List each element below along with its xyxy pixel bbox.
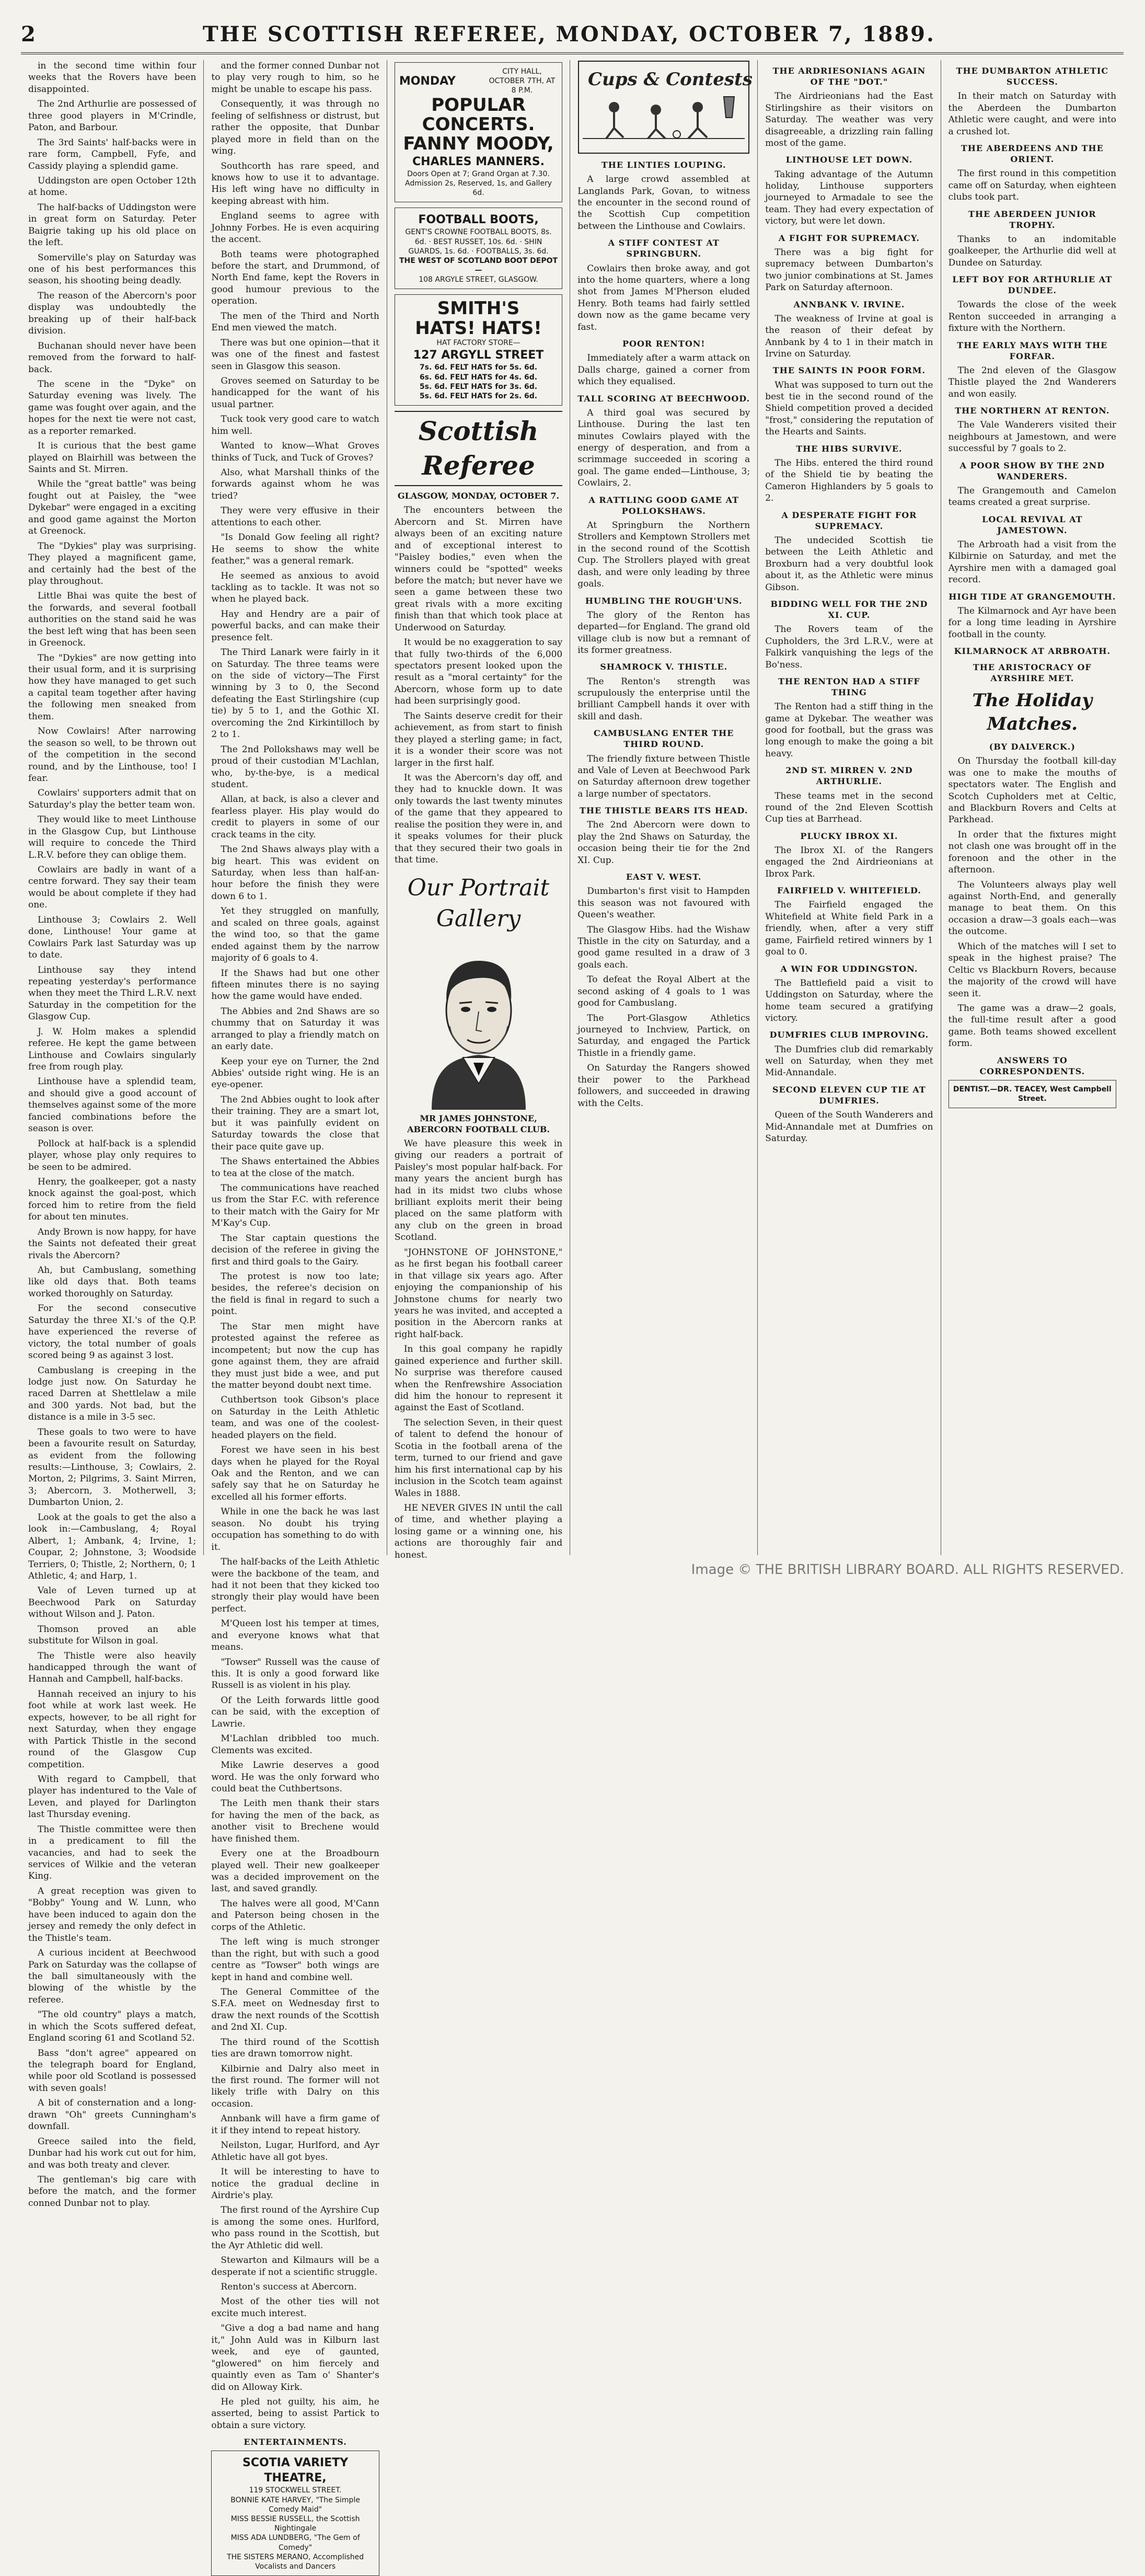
hats-title: SMITH'S: [437, 298, 520, 319]
section-heading: HIGH TIDE AT GRANGEMOUTH.: [949, 591, 1116, 602]
section-heading: POOR RENTON!: [622, 339, 705, 349]
article-paragraph: "Is Donald Gow feeling all right? He seems to show the white feather," was a general remark.: [211, 532, 379, 567]
article-paragraph: They were very effusive in their attentions to each other.: [211, 505, 379, 528]
article-paragraph: The General Committee of the S.F.A. meet on Wednesday first to draw the next rounds of the Scottish and 2nd XI. Cup.: [211, 1986, 379, 2033]
boots-address: 108 ARGYLE STREET, GLASGOW.: [419, 275, 538, 284]
portrait-article-paragraph: The selection Seven, in their quest of talent to defend the honour of Scotia in the football arena of the term, turned to our friend and gave him his first international cap by his inclusion in the Scotch team against Wales in 1888.: [394, 1417, 563, 1499]
newspaper-header-title: THE SCOTTISH REFEREE, MONDAY, OCTOBER 7, 1889.: [202, 21, 935, 47]
article-paragraph: The Thistle committee were then in a predicament to fill the vacancies, and had to seek the services of Wilkie and the veteran King.: [28, 1824, 196, 1882]
article-paragraph: They would like to meet Linthouse in the Glasgow Cup, but Linthouse will require to concede the Third L.R.V. before they can oblige them.: [28, 814, 196, 860]
section-heading: DUMFRIES CLUB IMPROVING.: [769, 1030, 929, 1040]
article-paragraph: Allan, at back, is also a clever and fearless player. His play would do credit to players in some of our crack teams in the city.: [211, 794, 379, 840]
answers-heading: ANSWERS TO CORRESPONDENTS.: [979, 1055, 1085, 1076]
section-heading: A WIN FOR UDDINGSTON.: [780, 963, 918, 974]
article-paragraph: The halves were all good, M'Cann and Paterson being chosen in the corps of the Athletic.: [211, 1898, 379, 1933]
article-paragraph: Annbank will have a firm game of it if they intend to repeat history.: [211, 2113, 379, 2136]
article-paragraph: Consequently, it was through no feeling of selfishness or distrust, but rather the opposite, that Dunbar played more in field than on the wing.: [211, 99, 379, 157]
article-paragraph: The 3rd Saints' half-backs were in rare form, Campbell, Fyfe, and Cassidy playing a splendid game.: [28, 137, 196, 171]
article-paragraph: The friendly fixture between Thistle and Vale of Leven at Beechwood Park on Saturday afternoon drew together a large number of spectators.: [577, 753, 750, 799]
article-paragraph: The Leith men thank their stars for having the men of the back, as another visit to Brechene would have finished them.: [211, 1798, 379, 1844]
article-paragraph: The 2nd Shaws always play with a big heart. This was evident on Saturday, when less than half-an-hour before the finish they were down 6 to 1.: [211, 844, 379, 902]
section-heading: CAMBUSLANG ENTER THE THIRD ROUND.: [594, 728, 734, 750]
section-heading: THE SAINTS IN POOR FORM.: [772, 365, 926, 376]
section-heading: BIDDING WELL FOR THE 2ND XI. CUP.: [770, 599, 928, 620]
column-1: [21, 60, 204, 2209]
article-paragraph: The first round in this competition came off on Saturday, when eighteen clubs took part.: [948, 168, 1117, 203]
holiday-paragraph: The Volunteers always play well against North-End, and generally manage to beat them. On this occasion a draw—3 goals each—was the outcome.: [948, 879, 1117, 937]
article-paragraph: While in one the back he was last season. No doubt his trying occupation has something to do with it.: [211, 1506, 379, 1552]
concert-line4: CHARLES MANNERS.: [412, 155, 545, 168]
article-paragraph: The half-backs of Uddingston were in great form on Saturday. Peter Baigrie taking up his old place on the left.: [28, 202, 196, 248]
section-heading: LINTHOUSE LET DOWN.: [785, 155, 913, 165]
article-paragraph: The undecided Scottish tie between the Leith Athletic and Broxburn had a very doubtful look about it, as the Athletic were minus Gibson.: [765, 535, 933, 593]
cartoon-lettering: Cups & Contests: [588, 69, 753, 90]
concert-small: Doors Open at 7; Grand Organ at 7.30. Admission 2s, Reserved, 1s, and Gallery 6d.: [405, 169, 552, 198]
section-heading: THE THISTLE BEARS ITS HEAD.: [579, 806, 748, 816]
article-paragraph: In their match on Saturday with the Aberdeen the Dumbarton Athletic were caught, and were into a crushed lot.: [948, 91, 1117, 137]
column-4: [570, 60, 758, 1555]
article-paragraph: Hannah received an injury to his foot while at work last week. He expects, however, to be all right for next Saturday, when they engage with Partick Thistle in the second round of the Glasgow Cup competition.: [28, 1688, 196, 1770]
section-heading: A FIGHT FOR SUPREMACY.: [778, 233, 920, 243]
section-heading: ANNBANK V. IRVINE.: [793, 299, 905, 309]
article-paragraph: The first round of the Ayrshire Cup is among the some ones. Hurlford, who pass round in the Scottish, but the Ayr Athletic did well.: [211, 2205, 379, 2251]
concert-line1: POPULAR: [431, 94, 526, 116]
section-heading: PLUCKY IBROX XI.: [800, 831, 898, 841]
column-3: [387, 60, 570, 1560]
article-paragraph: The Port-Glasgow Athletics journeyed to Inchview, Partick, on Saturday, and engaged the Partick Thistle in a friendly game.: [577, 1013, 750, 1059]
article-paragraph: The "Dykies" play was surprising. They played a magnificent game, and certainly had the best of the play throughout.: [28, 540, 196, 586]
article-paragraph: The 2nd Abbies ought to look after their training. They are a smart lot, but it was painfully evident on Saturday towards the close that their pace quite gave up.: [211, 1094, 379, 1152]
article-paragraph: Tuck took very good care to watch him well.: [211, 414, 379, 436]
boots-store: THE WEST OF SCOTLAND BOOT DEPOT—: [399, 256, 558, 275]
section-heading: THE HIBS SURVIVE.: [796, 443, 903, 454]
article-paragraph: Hay and Hendry are a pair of powerful backs, and can make their presence felt.: [211, 608, 379, 643]
section-heading: THE LINTIES LOUPING.: [601, 160, 726, 170]
article-paragraph: The 2nd Arthurlie are possessed of three good players in M'Crindle, Paton, and Barbour.: [28, 99, 196, 133]
section-heading: A DESPERATE FIGHT FOR SUPREMACY.: [781, 510, 917, 531]
article-paragraph: Also, what Marshall thinks of the forwards against whom he was tried?: [211, 467, 379, 501]
article-paragraph: Taking advantage of the Autumn holiday, Linthouse supporters journeyed to Armadale to see the team. They had every expectation of victory, but were let down.: [765, 169, 933, 227]
section-heading: TALL SCORING AT BEECHWOOD.: [577, 393, 750, 404]
smiths-hats-ad: [395, 294, 562, 406]
section-heading: FAIRFIELD V. WHITEFIELD.: [777, 886, 921, 896]
hats-sub: HAT FACTORY STORE—: [436, 339, 521, 348]
article-paragraph: The Glasgow Hibs. had the Wishaw Thistle in the city on Saturday, and a good game resulted in a draw of 3 goals each.: [577, 924, 750, 970]
article-paragraph: Thanks to an indomitable goalkeeper, the Arthurlie did well at Dundee on Saturday.: [948, 234, 1117, 268]
article-paragraph: He pled not guilty, his aim, he asserted, being to assist Partick to obtain a sure victory.: [211, 2396, 379, 2431]
article-paragraph: Linthouse have a splendid team, and should give a good account of themselves against some of the more fancied combinations before the season is over.: [28, 1076, 196, 1134]
article-paragraph: The "Dykies" are now getting into their usual form, and it is surprising how they have managed to get such a capital team together after having the following men sneaked from them.: [28, 652, 196, 722]
article-paragraph: For the second consecutive Saturday the three XI.'s of the Q.P. have experienced the reverse of victory, the total number of goals scored being 9 as against 3 lost.: [28, 1303, 196, 1361]
theatre-address: 119 STOCKWELL STREET.: [249, 2486, 342, 2495]
entertainment-line: MISS ADA LUNDBERG, "The Gem of Comedy": [230, 2534, 360, 2552]
article-paragraph: Every one at the Broadbourn played well. Their new goalkeeper was a decided improvement on the last, and saved grandly.: [211, 1848, 379, 1894]
article-paragraph: The Renton had a stiff thing in the game at Dykebar. The weather was good for football, but the grass was long enough to make the going a bit heavy.: [765, 702, 933, 759]
article-paragraph: The Airdrieonians had the East Stirlingshire as their visitors on Saturday. The weather was very disagreeable, a drizzling rain falling most of the game.: [765, 91, 933, 148]
article-paragraph: Cuthbertson took Gibson's place on Saturday in the Leith Athletic team, and was one of the coolest-headed players on the field.: [211, 1395, 379, 1441]
article-paragraph: Wanted to know—What Groves thinks of Tuck, and Tuck of Groves?: [211, 441, 379, 463]
article-paragraph: Of the Leith forwards little good can be said, with the exception of Lawrie.: [211, 1695, 379, 1729]
article-paragraph: The communications have reached us from the Star F.C. with reference to their match with the Gairy for Mr M'Kay's Cup.: [211, 1182, 379, 1229]
hat-price-line: 5s. 6d. FELT HATS for 2s. 6d.: [419, 392, 538, 401]
portrait-article-paragraph: We have pleasure this week in giving our readers a portrait of Paisley's most popular half-back. For many years the ancient burgh has had in its midst two clubs whose brilliant exploits merit their being placed on the same platform with any club on the green in broad Scotland.: [394, 1138, 563, 1243]
editorial-paragraph: It would be no exaggeration to say that fully two-thirds of the 6,000 spectators present looked upon the result as a "moral certainty" for the Abercorn, whose form up to date had been surprisingly good.: [394, 637, 563, 707]
article-paragraph: The Star captain questions the decision of the referee in giving the first and third goals to the Gairy.: [211, 1233, 379, 1267]
hats-title2: HATS! HATS!: [415, 317, 542, 339]
section-heading: KILMARNOCK AT ARBROATH.: [954, 646, 1111, 656]
masthead: [21, 16, 1124, 54]
article-paragraph: He seemed as anxious to avoid tackling as to tackle. It was not so when he played back.: [211, 570, 379, 605]
article-paragraph: Both teams were photographed before the start, and Drummond, of North End fame, kept the Rovers in good humour previous to the operation.: [211, 249, 379, 307]
article-paragraph: The 2nd Abercorn were down to play the 2nd Shaws on Saturday, the occasion being their tie for the 2nd XI. Cup.: [577, 820, 750, 866]
article-paragraph: The Thistle were also heavily handicapped through the want of Hannah and Campbell, half-backs.: [28, 1650, 196, 1685]
article-paragraph: M'Queen lost his temper at times, and everyone knows what that means.: [211, 1618, 379, 1653]
section-heading: EAST V. WEST.: [626, 872, 702, 882]
concert-line2: CONCERTS.: [422, 113, 535, 135]
article-paragraph: A large crowd assembled at Langlands Park, Govan, to witness the encounter in the second round of the Scottish Cup competition between the Linthouse and Cowlairs.: [577, 174, 750, 232]
portrait-illustration: [400, 937, 557, 1110]
section-heading: A RATTLING GOOD GAME AT POLLOKSHAWS.: [588, 494, 739, 516]
boots-title: FOOTBALL BOOTS,: [418, 213, 539, 227]
section-heading: A POOR SHOW BY THE 2ND WANDERERS.: [959, 460, 1105, 481]
article-paragraph: While the "great battle" was being fought out at Paisley, the "wee Dykebar" were engaged in a exciting and good game against the Morton at Greenock.: [28, 479, 196, 537]
article-paragraph: The protest is now too late; besides, the referee's decision on the field is final in regard to such a point.: [211, 1271, 379, 1317]
section-heading: THE ARDRIESONIANS AGAIN OF THE "DOT.": [772, 66, 926, 87]
article-paragraph: Kilbirnie and Dalry also meet in the first round. The former will not likely trifle with Dalry on this occasion.: [211, 2063, 379, 2109]
section-heading: HUMBLING THE ROUGH'UNS.: [585, 595, 743, 606]
scotia-theatre-ad: [211, 2451, 379, 2576]
portrait-article-paragraph: In this goal company he rapidly gained experience and further skill. No surprise was therefore caused when the Renfrewshire Association did him the honour to represent it against the East of Scotland.: [394, 1344, 563, 1413]
section-heading: A STIFF CONTEST AT SPRINGBURN.: [608, 238, 720, 259]
article-paragraph: The Vale Wanderers visited their neighbours at Jamestown, and were successful by 7 goals to 2.: [948, 420, 1117, 454]
section-heading: THE EARLY MAYS WITH THE FORFAR.: [957, 340, 1108, 361]
article-paragraph: The Rovers team of the Cupholders, the 3rd L.R.V., were at Falkirk vanquishing the legs of the Bo'ness.: [765, 624, 933, 670]
article-paragraph: Mike Lawrie deserves a good word. He was the only forward who could beat the Cuthbertsons.: [211, 1760, 379, 1794]
article-paragraph: The Dumfries club did remarkably well on Saturday, when they met Mid-Annandale.: [765, 1044, 933, 1078]
article-paragraph: Cowlairs are badly in want of a centre forward. They say their team would be about complete if they had one.: [28, 865, 196, 911]
holiday-matches-title: The Holiday Matches.: [972, 690, 1093, 735]
article-paragraph: Now Cowlairs! After narrowing the season so well, to be thrown out of the competition in the second round, and by the Linthouse, too! I fear.: [28, 726, 196, 784]
article-paragraph: A great reception was given to "Bobby" Young and W. Lunn, who have been induced to again don the jersey and remedy the only defect in the Thistle's team.: [28, 1885, 196, 1944]
article-paragraph: Yet they struggled on manfully, and scaled on three goals, against the wind too, so that the game ended against them by the narrow majority of 6 goals to 4.: [211, 906, 379, 964]
article-paragraph: The 2nd eleven of the Glasgow Thistle played the 2nd Wanderers and won easily.: [948, 365, 1117, 399]
article-paragraph: Look at the goals to get the also a look in:—Cambuslang, 4; Royal Albert, 1; Ambank, 4; Irvine, 1; Coupar, 2; Johnstone, 3; Woodside Terriers, 0; Thistle, 2; Northern, 0; 1 Athletic, 4; and Harp, 1.: [28, 1512, 196, 1581]
article-paragraph: Forest we have seen in his best days when he played for the Royal Oak and the Renton, and we can safely say that he on Saturday he excelled all his former efforts.: [211, 1445, 379, 1502]
hat-price-line: 7s. 6d. FELT HATS for 5s. 6d.: [419, 363, 538, 372]
concert-venue: CITY HALL, OCTOBER 7TH, AT 8 P.M.: [489, 67, 556, 95]
article-paragraph: The Fairfield engaged the Whitefield at White field Park in a friendly, when, after a very stiff game, Fairfield retired winners by 1 goal to 0.: [765, 900, 933, 958]
article-paragraph: Greece sailed into the field, Dunbar had his work cut out for him, and was both treaty and clever.: [28, 2136, 196, 2170]
paper-title: Scottish Referee: [395, 411, 562, 486]
article-paragraph: "Towser" Russell was the cause of this. It is only a good forward like Russell is as violent in his play.: [211, 1657, 379, 1691]
section-heading: THE ABERDEENS AND THE ORIENT.: [961, 143, 1104, 165]
hat-price-line: 5s. 6d. FELT HATS for 3s. 6d.: [419, 382, 538, 391]
section-heading: THE NORTHERN AT RENTON.: [955, 406, 1110, 416]
editorial-paragraph: It was the Abercorn's day off, and they had to knuckle down. It was only towards the last twenty minutes of the game that they appeared to realise the position they were in, and it speaks volumes for their pluck that they secured their two goals in that time.: [394, 772, 563, 866]
article-paragraph: There was but one opinion—that it was one of the finest and fastest seen in Glasgow this season.: [211, 337, 379, 372]
article-paragraph: The Kilmarnock and Ayr have been for a long time leading in Ayrshire football in the county.: [948, 605, 1117, 640]
article-paragraph: The half-backs of the Leith Athletic were the backbone of the team, and had it not been that they kicked too strongly their play would have been perfect.: [211, 1557, 379, 1614]
column-5: [758, 60, 941, 1555]
portrait-article-paragraph: "JOHNSTONE OF JOHNSTONE," as he first began his football career in that village six years ago. After enjoying the companionship of his Johnstone chums for nearly two years he was invited, and accepted a position in the Abercorn ranks at right half-back.: [394, 1247, 563, 1340]
article-paragraph: The gentleman's big care with before the match, and the former conned Dunbar not to play.: [28, 2174, 196, 2209]
article-paragraph: A curious incident at Beechwood Park on Saturday was the collapse of the ball simultaneously with the blowing of the whistle by the referee.: [28, 1948, 196, 2005]
article-paragraph: The third round of the Scottish ties are drawn tomorrow night.: [211, 2037, 379, 2060]
article-paragraph: and the former conned Dunbar not to play very rough to him, so he might be unable to escape his pass.: [211, 61, 379, 95]
article-paragraph: It will be interesting to have to notice the gradual decline in Airdrie's play.: [211, 2167, 379, 2201]
article-paragraph: With regard to Campbell, that player has indentured to the Vale of Leven, and played for Darlington last Thursday evening.: [28, 1774, 196, 1820]
article-paragraph: Pollock at half-back is a splendid player, whose play only requires to be seen to be admired.: [28, 1138, 196, 1172]
editorial-paragraph: The Saints deserve credit for their achievement, as from start to finish they played a sterling game; in fact, it is a wonder their score was not larger in the first half.: [394, 710, 563, 768]
article-paragraph: Cowlairs then broke away, and got into the home quarters, where a long shot from James M'Pherson eluded Henry. Both teams had fairly settled down now as the game became very fast.: [577, 263, 750, 332]
article-paragraph: The Arbroath had a visit from the Kilbirnie on Saturday, and met the Ayrshire men with a damaged goal record.: [948, 539, 1117, 585]
concert-ad: [395, 62, 562, 202]
article-paragraph: Stewarton and Kilmaurs will be a desperate if not a scientific struggle.: [211, 2255, 379, 2278]
page-number: 2: [21, 21, 36, 47]
football-boots-ad: [395, 208, 562, 289]
dentist-text: DENTIST.—DR. TEACEY, West Campbell Street.: [953, 1085, 1112, 1103]
article-paragraph: These teams met in the second round of the 2nd Eleven Scottish Cup ties at Barrhead.: [765, 790, 933, 825]
article-paragraph: It is curious that the best game played on Blairhill was between the Saints and St. Mirren.: [28, 441, 196, 475]
article-paragraph: To defeat the Royal Albert at the second asking of 4 goals to 1 was good for Cambuslang.: [577, 974, 750, 1009]
article-paragraph: If the Shaws had but one other fifteen minutes there is no saying how the game would have ended.: [211, 968, 379, 1002]
article-paragraph: The 2nd Pollokshaws may well be proud of their custodian M'Lachlan, who, by-the-bye, is a medical student.: [211, 744, 379, 790]
article-paragraph: The Renton's strength was scrupulously the enterprise until the brilliant Campbell hands it over with skill and dash.: [577, 676, 750, 722]
article-paragraph: Henry, the goalkeeper, got a nasty knock against the goal-post, which forced him to retire from the field for about ten minutes.: [28, 1176, 196, 1223]
dateline: GLASGOW, MONDAY, OCTOBER 7.: [397, 491, 560, 501]
article-paragraph: The glory of the Renton has departed—for England. The grand old village club is now but a remnant of its former greatness.: [577, 610, 750, 656]
article-paragraph: The scene in the "Dyke" on Saturday evening was lively. The game was fought over again, and the hopes for the next tie were not cast, as a reporter remarked.: [28, 378, 196, 436]
article-paragraph: Southcorth has rare speed, and knows how to use it to advantage. His left wing have no difficulty in keeping abreast with him.: [211, 160, 379, 206]
portrait-caption: MR JAMES JOHNSTONE, ABERCORN FOOTBALL CLUB.: [407, 1113, 550, 1134]
section-heading: SHAMROCK V. THISTLE.: [600, 662, 728, 672]
article-paragraph: The Shaws entertained the Abbies to tea at the close of the match.: [211, 1156, 379, 1179]
article-paragraph: England seems to agree with Johnny Forbes. He is even acquiring the accent.: [211, 211, 379, 245]
article-paragraph: Linthouse say they intend repeating yesterday's performance when they meet the Third L.R.V. next Saturday in the competition for the Glasgow Cup.: [28, 964, 196, 1022]
article-paragraph: On Saturday the Rangers showed their power to the Parkhead followers, and succeeded in drawing with the Celts.: [577, 1063, 750, 1109]
section-heading: 2ND ST. MIRREN V. 2ND ARTHURLIE.: [785, 765, 913, 787]
article-paragraph: Ah, but Cambuslang, something like old days that. Both teams worked thoroughly on Saturday.: [28, 1265, 196, 1299]
portrait-gallery-title: Our Portrait Gallery: [407, 875, 550, 932]
article-paragraph: These goals to two were to have been a favourite result on Saturday, as evident from the following results:—Linthouse, 3; Cowlairs, 2. Morton, 2; Pilgrims, 3. Saint Mirren, 3; Abercorn, 3. Motherwell, 3; Dumbarton Union, 2.: [28, 1427, 196, 1508]
article-paragraph: Andy Brown is now happy, for have the Saints not defeated their great rivals the Abercorn?: [28, 1226, 196, 1261]
holiday-byline: (BY DALVERCK.): [989, 742, 1075, 752]
concert-day: MONDAY: [399, 74, 456, 88]
holiday-paragraph: In order that the fixtures might not clash one was brought off in the forenoon and the other in the afternoon.: [948, 829, 1117, 876]
article-paragraph: Towards the close of the week Renton succeeded in arranging a fixture with the Northern.: [948, 300, 1117, 334]
entertainment-line: BONNIE KATE HARVEY, "The Simple Comedy Maid": [230, 2496, 360, 2514]
article-paragraph: At Springburn the Northern Strollers and Kemptown Strollers met in the second round of the Scottish Cup. The Strollers played with great dash, and were only leading by three goals.: [577, 520, 750, 590]
article-paragraph: M'Lachlan dribbled too much. Clements was excited.: [211, 1733, 379, 1756]
article-paragraph: The Grangemouth and Camelon teams created a great surprise.: [948, 485, 1117, 508]
article-paragraph: Buchanan should never have been removed from the forward to half-back.: [28, 340, 196, 375]
concert-line3: FANNY MOODY,: [403, 133, 554, 155]
copyright-credit: Image © THE BRITISH LIBRARY BOARD. ALL RIGHTS RESERVED.: [691, 1562, 1124, 1578]
holiday-paragraph: Which of the matches will I set to speak in the highest praise? The Celtic vs Blackburn Rovers, because the majority of the crowd will have seen it.: [948, 941, 1117, 999]
article-paragraph: Little Bhai was quite the best of the forwards, and several football authorities on the stand said he was the best left wing that has been seen in Greenock.: [28, 591, 196, 649]
portrait-article-paragraph: HE NEVER GIVES IN until the call of time, and whether playing a losing game or a winning one, his actions are thoroughly fair and honest.: [394, 1502, 563, 1560]
article-paragraph: The men of the Third and North End men viewed the match.: [211, 310, 379, 334]
article-paragraph: The Third Lanark were fairly in it on Saturday. The three teams were on the side of victory—The First winning by 3 to 0, the Second defeating the East Stirlingshire (cup tie) by 5 to 1, and the Gothic XI. overcoming the 2nd Kirkintilloch by 2 to 1.: [211, 647, 379, 740]
article-paragraph: Dumbarton's first visit to Hampden this season was not favoured with Queen's weather.: [577, 886, 750, 921]
column-6: [941, 60, 1124, 1555]
article-paragraph: "The old country" plays a match, in which the Scots suffered defeat, England scoring 61 and Scotland 52.: [28, 2009, 196, 2044]
article-paragraph: The Abbies and 2nd Shaws are so chummy that on Saturday it was arranged to play a friendly match on an early date.: [211, 1006, 379, 1052]
article-paragraph: The Hibs. entered the third round of the Shield tie by beating the Cameron Highlanders by 5 goals to 2.: [765, 457, 933, 504]
column-2: [204, 60, 387, 2571]
editorial-paragraph: The encounters between the Abercorn and St. Mirren have always been of an exciting nature and of exceptional interest to "Paisley bodies," even when the winners could be "spotted" weeks before the match; but never have we seen a game between these two great rivals with a more exciting finish than that which took place at Underwood on Saturday.: [394, 505, 563, 633]
article-paragraph: The reason of the Abercorn's poor display was undoubtedly the breaking up of their half-back division.: [28, 290, 196, 337]
holiday-paragraph: On Thursday the football kill-day was one to make the mouths of spectators water. The English and Scotch Cupholders met at Celtic, and Blackburn Rovers and Celts at Parkhead.: [948, 756, 1117, 825]
section-heading: THE DUMBARTON ATHLETIC SUCCESS.: [956, 66, 1109, 87]
holiday-paragraph: The game was a draw—2 goals, the full-time result after a good game. Both teams showed excellent form.: [948, 1003, 1117, 1049]
article-paragraph: The Star men might have protested against the referee as incompetent; but now the cup has gone against them, they are afraid they must just bide a wee, and put the matter beyond doubt next time.: [211, 1321, 379, 1390]
article-paragraph: What was supposed to turn out the best tie in the second round of the Shield competition proved a decided "frost," considering the reputation of the Hearts and Saints.: [765, 380, 933, 438]
article-paragraph: Cambuslang is creeping in the lodge just now. On Saturday he raced Darren at Shettlelaw a mile and 300 yards. Not bad, but the distance is a mile in 3-5 sec.: [28, 1365, 196, 1423]
entertainment-line: MISS BESSIE RUSSELL, the Scottish Nightingale: [230, 2514, 360, 2533]
entertainments-heading: ENTERTAINMENTS.: [244, 2437, 347, 2447]
dentist-ad: [949, 1080, 1116, 1108]
article-paragraph: Bass "don't agree" appeared on the telegraph board for England, while poor old Scotland is possessed with seven goals!: [28, 2048, 196, 2094]
article-paragraph: Immediately after a warm attack on Dalls charge, gained a corner from which they equalised.: [577, 353, 750, 387]
article-paragraph: Queen of the South Wanderers and Mid-Annandale met at Dumfries on Saturday.: [765, 1110, 933, 1144]
article-paragraph: "Give a dog a bad name and hang it," John Auld was in Kilburn last week, and eye of gaunted, "glowered" on him fiercely and quaintly even as Tam o' Shanter's did on Alloway Kirk.: [211, 2323, 379, 2393]
article-paragraph: A bit of consternation and a long-drawn "Oh" greets Cunningham's downfall.: [28, 2098, 196, 2132]
article-paragraph: Somerville's play on Saturday was one of his best performances this season, his shooting being deadly.: [28, 252, 196, 286]
article-paragraph: There was a big fight for supremacy between Dumbarton's two junior combinations at St. James Park on Saturday afternoon.: [765, 247, 933, 293]
article-paragraph: The Battlefield paid a visit to Uddingston on Saturday, where the home team secured a gratifying victory.: [765, 978, 933, 1024]
section-heading: THE RENTON HAD A STIFF THING: [778, 676, 920, 698]
article-paragraph: The Ibrox XI. of the Rangers engaged the 2nd Airdrieonians at Ibrox Park.: [765, 845, 933, 879]
hat-price-line: 6s. 6d. FELT HATS for 4s. 6d.: [419, 373, 538, 382]
article-paragraph: in the second time within four weeks that the Rovers have been disappointed.: [28, 61, 196, 95]
article-paragraph: Groves seemed on Saturday to be handicapped for the want of his usual partner.: [211, 375, 379, 410]
section-heading: THE ABERDEEN JUNIOR TROPHY.: [968, 209, 1096, 230]
article-paragraph: Neilston, Lugar, Hurlford, and Ayr Athletic have all got byes.: [211, 2140, 379, 2163]
section-heading: LOCAL REVIVAL AT JAMESTOWN.: [982, 514, 1083, 535]
article-paragraph: The weakness of Irvine at goal is the reason of their defeat by Annbank by 4 to 1 in their match in Irvine on Saturday.: [765, 313, 933, 359]
article-paragraph: Uddingston are open October 12th at home.: [28, 175, 196, 198]
article-paragraph: Thomson proved an able substitute for Wilson in goal.: [28, 1624, 196, 1647]
article-paragraph: A third goal was secured by Linthouse. During the last ten minutes Cowlairs played with the energy of desperation, and from a scrimmage succeeded in scoring a goal. The game ended—Linthouse, 3; Cowlairs, 2.: [577, 407, 750, 489]
cups-and-contests-illustration: [577, 60, 753, 154]
theatre-name: SCOTIA VARIETY THEATRE,: [242, 2456, 349, 2485]
article-paragraph: Vale of Leven turned up at Beechwood Park on Saturday without Wilson and J. Paton.: [28, 1585, 196, 1620]
article-paragraph: Linthouse 3; Cowlairs 2. Well done, Linthouse! Your game at Cowlairs Park last Saturday was up to date.: [28, 914, 196, 961]
article-paragraph: Renton's success at Abercorn.: [221, 2282, 357, 2292]
article-paragraph: J. W. Holm makes a splendid referee. He kept the game between Linthouse and Cowlairs singularly free from rough play.: [28, 1026, 196, 1072]
article-paragraph: The left wing is much stronger than the right, but with such a good centre as "Towser" both wings are kept in hand and combine well.: [211, 1937, 379, 1983]
hats-address: 127 ARGYLL STREET: [413, 349, 544, 362]
boots-lines: GENT'S CROWNE FOOTBALL BOOTS, 8s. 6d. · BEST RUSSET, 10s. 6d. · SHIN GUARDS, 1s. 6d. · FOOTBALLS, 3s. 6d.: [405, 228, 552, 256]
section-heading: LEFT BOY FOR ARTHURLIE AT DUNDEE.: [952, 274, 1113, 296]
article-paragraph: Keep your eye on Turner, the 2nd Abbies' outside right wing. He is an eye-opener.: [211, 1056, 379, 1090]
section-heading: SECOND ELEVEN CUP TIE AT DUMFRIES.: [772, 1084, 926, 1106]
section-heading: THE ARISTOCRACY OF AYRSHIRE MET.: [973, 662, 1092, 684]
entertainment-line: THE SISTERS MERANO, Accomplished Vocalists and Dancers: [227, 2552, 364, 2571]
article-paragraph: Cowlairs' supporters admit that on Saturday's play the better team won.: [28, 788, 196, 810]
article-paragraph: Most of the other ties will not excite much interest.: [211, 2296, 379, 2319]
